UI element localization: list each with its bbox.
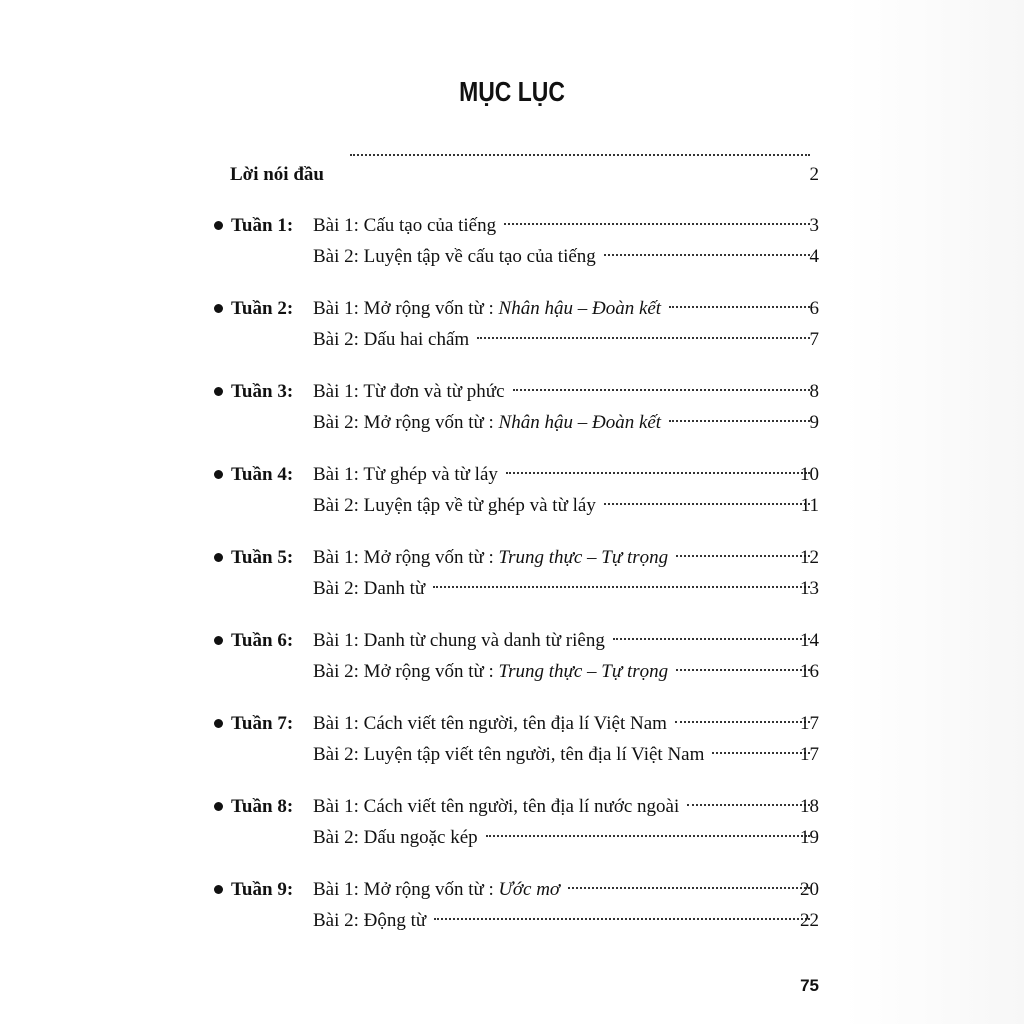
lesson-title xyxy=(313,740,704,770)
lesson-text: Mở rộng vốn từ : xyxy=(363,661,499,682)
dot-leader xyxy=(669,420,810,422)
lesson-entry xyxy=(313,709,814,739)
bullet-icon xyxy=(214,470,223,479)
lesson-entry xyxy=(313,906,814,936)
bullet-icon xyxy=(214,553,223,562)
week-label: Tuần 3: xyxy=(231,381,294,402)
lesson-text: Luyện tập về từ ghép và từ láy xyxy=(363,495,596,516)
lesson-title xyxy=(313,657,668,687)
dot-leader xyxy=(604,254,810,256)
week-label: Tuần 2: xyxy=(231,298,294,319)
lesson-entry xyxy=(313,626,814,656)
bullet-icon xyxy=(214,719,223,728)
lesson-prefix: Bài 2: xyxy=(313,412,364,433)
lesson-text: Mở rộng vốn từ : xyxy=(363,547,499,568)
toc-row xyxy=(0,211,1024,241)
lesson-entry xyxy=(313,823,814,853)
lesson-text: Luyện tập viết tên người, tên địa lí Việt Nam xyxy=(363,744,705,765)
toc-row xyxy=(0,740,1024,770)
dot-leader xyxy=(486,835,810,837)
dot-leader xyxy=(434,918,810,920)
week-label: Tuần 7: xyxy=(231,713,294,734)
lesson-topic: Trung thực – Tự trọng xyxy=(498,547,669,568)
lesson-page-number: 17 xyxy=(800,713,819,734)
lesson-entry xyxy=(313,657,814,687)
week-label: Tuần 1: xyxy=(231,215,294,236)
lesson-prefix: Bài 1: xyxy=(313,298,364,319)
lesson-entry xyxy=(313,408,814,438)
lesson-page-number: 12 xyxy=(800,547,819,568)
bullet-icon xyxy=(214,304,223,313)
lesson-entry xyxy=(313,491,814,521)
toc-row xyxy=(0,709,1024,739)
lesson-text: Mở rộng vốn từ : xyxy=(363,879,499,900)
dot-leader xyxy=(687,804,810,806)
lesson-text: Danh từ chung và danh từ riêng xyxy=(363,630,605,651)
lesson-entry xyxy=(313,242,814,272)
intro-page-number: 2 xyxy=(809,164,819,185)
lesson-prefix: Bài 2: xyxy=(313,827,364,848)
lesson-text: Cấu tạo của tiếng xyxy=(363,215,497,236)
lesson-title xyxy=(313,574,425,604)
lesson-entry xyxy=(313,325,814,355)
lesson-title xyxy=(313,294,661,324)
toc-row xyxy=(0,491,1024,521)
lesson-title xyxy=(313,460,498,490)
lesson-title xyxy=(313,626,605,656)
bullet-icon xyxy=(214,387,223,396)
lesson-title xyxy=(313,709,667,739)
lesson-title xyxy=(313,792,679,822)
lesson-title xyxy=(313,823,478,853)
lesson-text: Danh từ xyxy=(363,578,426,599)
lesson-page-number: 8 xyxy=(809,381,819,402)
lesson-text: Dấu ngoặc kép xyxy=(363,827,478,848)
lesson-title xyxy=(313,491,596,521)
lesson-page-number: 17 xyxy=(800,744,819,765)
lesson-text: Từ đơn và từ phức xyxy=(363,381,505,402)
lesson-text: Dấu hai chấm xyxy=(363,329,470,350)
lesson-page-number: 10 xyxy=(800,464,819,485)
lesson-title xyxy=(313,242,596,272)
dot-leader xyxy=(676,555,810,557)
dot-leader xyxy=(568,887,810,889)
lesson-page-number: 7 xyxy=(809,329,819,350)
lesson-entry xyxy=(313,875,814,905)
lesson-prefix: Bài 2: xyxy=(313,329,364,350)
bullet-icon xyxy=(214,221,223,230)
lesson-page-number: 6 xyxy=(809,298,819,319)
dot-leader xyxy=(669,306,810,308)
week-label: Tuần 6: xyxy=(231,630,294,651)
lesson-prefix: Bài 1: xyxy=(313,547,364,568)
week-label: Tuần 4: xyxy=(231,464,294,485)
toc-row xyxy=(0,408,1024,438)
lesson-text: Cách viết tên người, tên địa lí nước ngoài xyxy=(363,796,680,817)
lesson-title xyxy=(313,543,668,573)
lesson-prefix: Bài 2: xyxy=(313,744,364,765)
lesson-title xyxy=(313,408,661,438)
toc-row xyxy=(0,574,1024,604)
toc-intro-row xyxy=(0,160,1024,190)
lesson-page-number: 13 xyxy=(800,578,819,599)
bullet-icon xyxy=(214,802,223,811)
lesson-title xyxy=(313,875,560,905)
lesson-entry xyxy=(313,211,814,241)
lesson-prefix: Bài 1: xyxy=(313,464,364,485)
toc-row xyxy=(0,543,1024,573)
lesson-text: Luyện tập về cấu tạo của tiếng xyxy=(363,246,596,267)
toc-row xyxy=(0,792,1024,822)
lesson-prefix: Bài 1: xyxy=(313,879,364,900)
toc-row xyxy=(0,626,1024,656)
lesson-prefix: Bài 1: xyxy=(313,713,364,734)
toc-row xyxy=(0,294,1024,324)
lesson-prefix: Bài 1: xyxy=(313,381,364,402)
toc-row xyxy=(0,242,1024,272)
lesson-page-number: 19 xyxy=(800,827,819,848)
toc-row xyxy=(0,325,1024,355)
dot-leader xyxy=(477,337,810,339)
dot-leader xyxy=(604,503,810,505)
lesson-topic: Trung thực – Tự trọng xyxy=(498,661,669,682)
dot-leader xyxy=(350,154,810,156)
lesson-page-number: 14 xyxy=(800,630,819,651)
dot-leader xyxy=(433,586,810,588)
intro-entry xyxy=(342,160,814,162)
dot-leader xyxy=(613,638,810,640)
lesson-page-number: 9 xyxy=(809,412,819,433)
intro-label: Lời nói đầu xyxy=(230,164,324,185)
lesson-page-number: 4 xyxy=(809,246,819,267)
lesson-title xyxy=(313,906,426,936)
lesson-topic: Ước mơ xyxy=(498,879,561,900)
lesson-entry xyxy=(313,574,814,604)
lesson-title xyxy=(313,325,469,355)
bullet-icon xyxy=(214,636,223,645)
lesson-prefix: Bài 1: xyxy=(313,215,364,236)
lesson-prefix: Bài 1: xyxy=(313,796,364,817)
lesson-prefix: Bài 2: xyxy=(313,578,364,599)
dot-leader xyxy=(675,721,810,723)
lesson-prefix: Bài 1: xyxy=(313,630,364,651)
lesson-text: Cách viết tên người, tên địa lí Việt Nam xyxy=(363,713,667,734)
lesson-page-number: 20 xyxy=(800,879,819,900)
week-label: Tuần 5: xyxy=(231,547,294,568)
lesson-topic: Nhân hậu – Đoàn kết xyxy=(498,298,662,319)
week-label: Tuần 9: xyxy=(231,879,294,900)
toc-row xyxy=(0,875,1024,905)
toc-row xyxy=(0,657,1024,687)
dot-leader xyxy=(513,389,810,391)
lesson-prefix: Bài 2: xyxy=(313,661,364,682)
dot-leader xyxy=(504,223,810,225)
lesson-entry xyxy=(313,294,814,324)
lesson-page-number: 18 xyxy=(800,796,819,817)
lesson-entry xyxy=(313,792,814,822)
lesson-topic: Nhân hậu – Đoàn kết xyxy=(498,412,662,433)
toc-row xyxy=(0,377,1024,407)
bullet-icon xyxy=(214,885,223,894)
page-title: MỤC LỤC xyxy=(459,76,565,107)
lesson-title xyxy=(313,211,496,241)
lesson-text: Mở rộng vốn từ : xyxy=(363,412,499,433)
lesson-entry xyxy=(313,543,814,573)
page-number: 75 xyxy=(800,976,819,995)
lesson-text: Mở rộng vốn từ : xyxy=(363,298,499,319)
toc-row xyxy=(0,906,1024,936)
lesson-prefix: Bài 2: xyxy=(313,495,364,516)
lesson-prefix: Bài 2: xyxy=(313,246,364,267)
lesson-page-number: 16 xyxy=(800,661,819,682)
week-label: Tuần 8: xyxy=(231,796,294,817)
lesson-text: Động từ xyxy=(363,910,427,931)
lesson-title xyxy=(313,377,505,407)
lesson-page-number: 22 xyxy=(800,910,819,931)
dot-leader xyxy=(676,669,810,671)
lesson-entry xyxy=(313,740,814,770)
lesson-page-number: 3 xyxy=(809,215,819,236)
lesson-entry xyxy=(313,377,814,407)
lesson-page-number: 11 xyxy=(800,495,819,516)
dot-leader xyxy=(506,472,810,474)
lesson-entry xyxy=(313,460,814,490)
lesson-prefix: Bài 2: xyxy=(313,910,364,931)
lesson-text: Từ ghép và từ láy xyxy=(363,464,498,485)
toc-row xyxy=(0,823,1024,853)
toc-row xyxy=(0,460,1024,490)
